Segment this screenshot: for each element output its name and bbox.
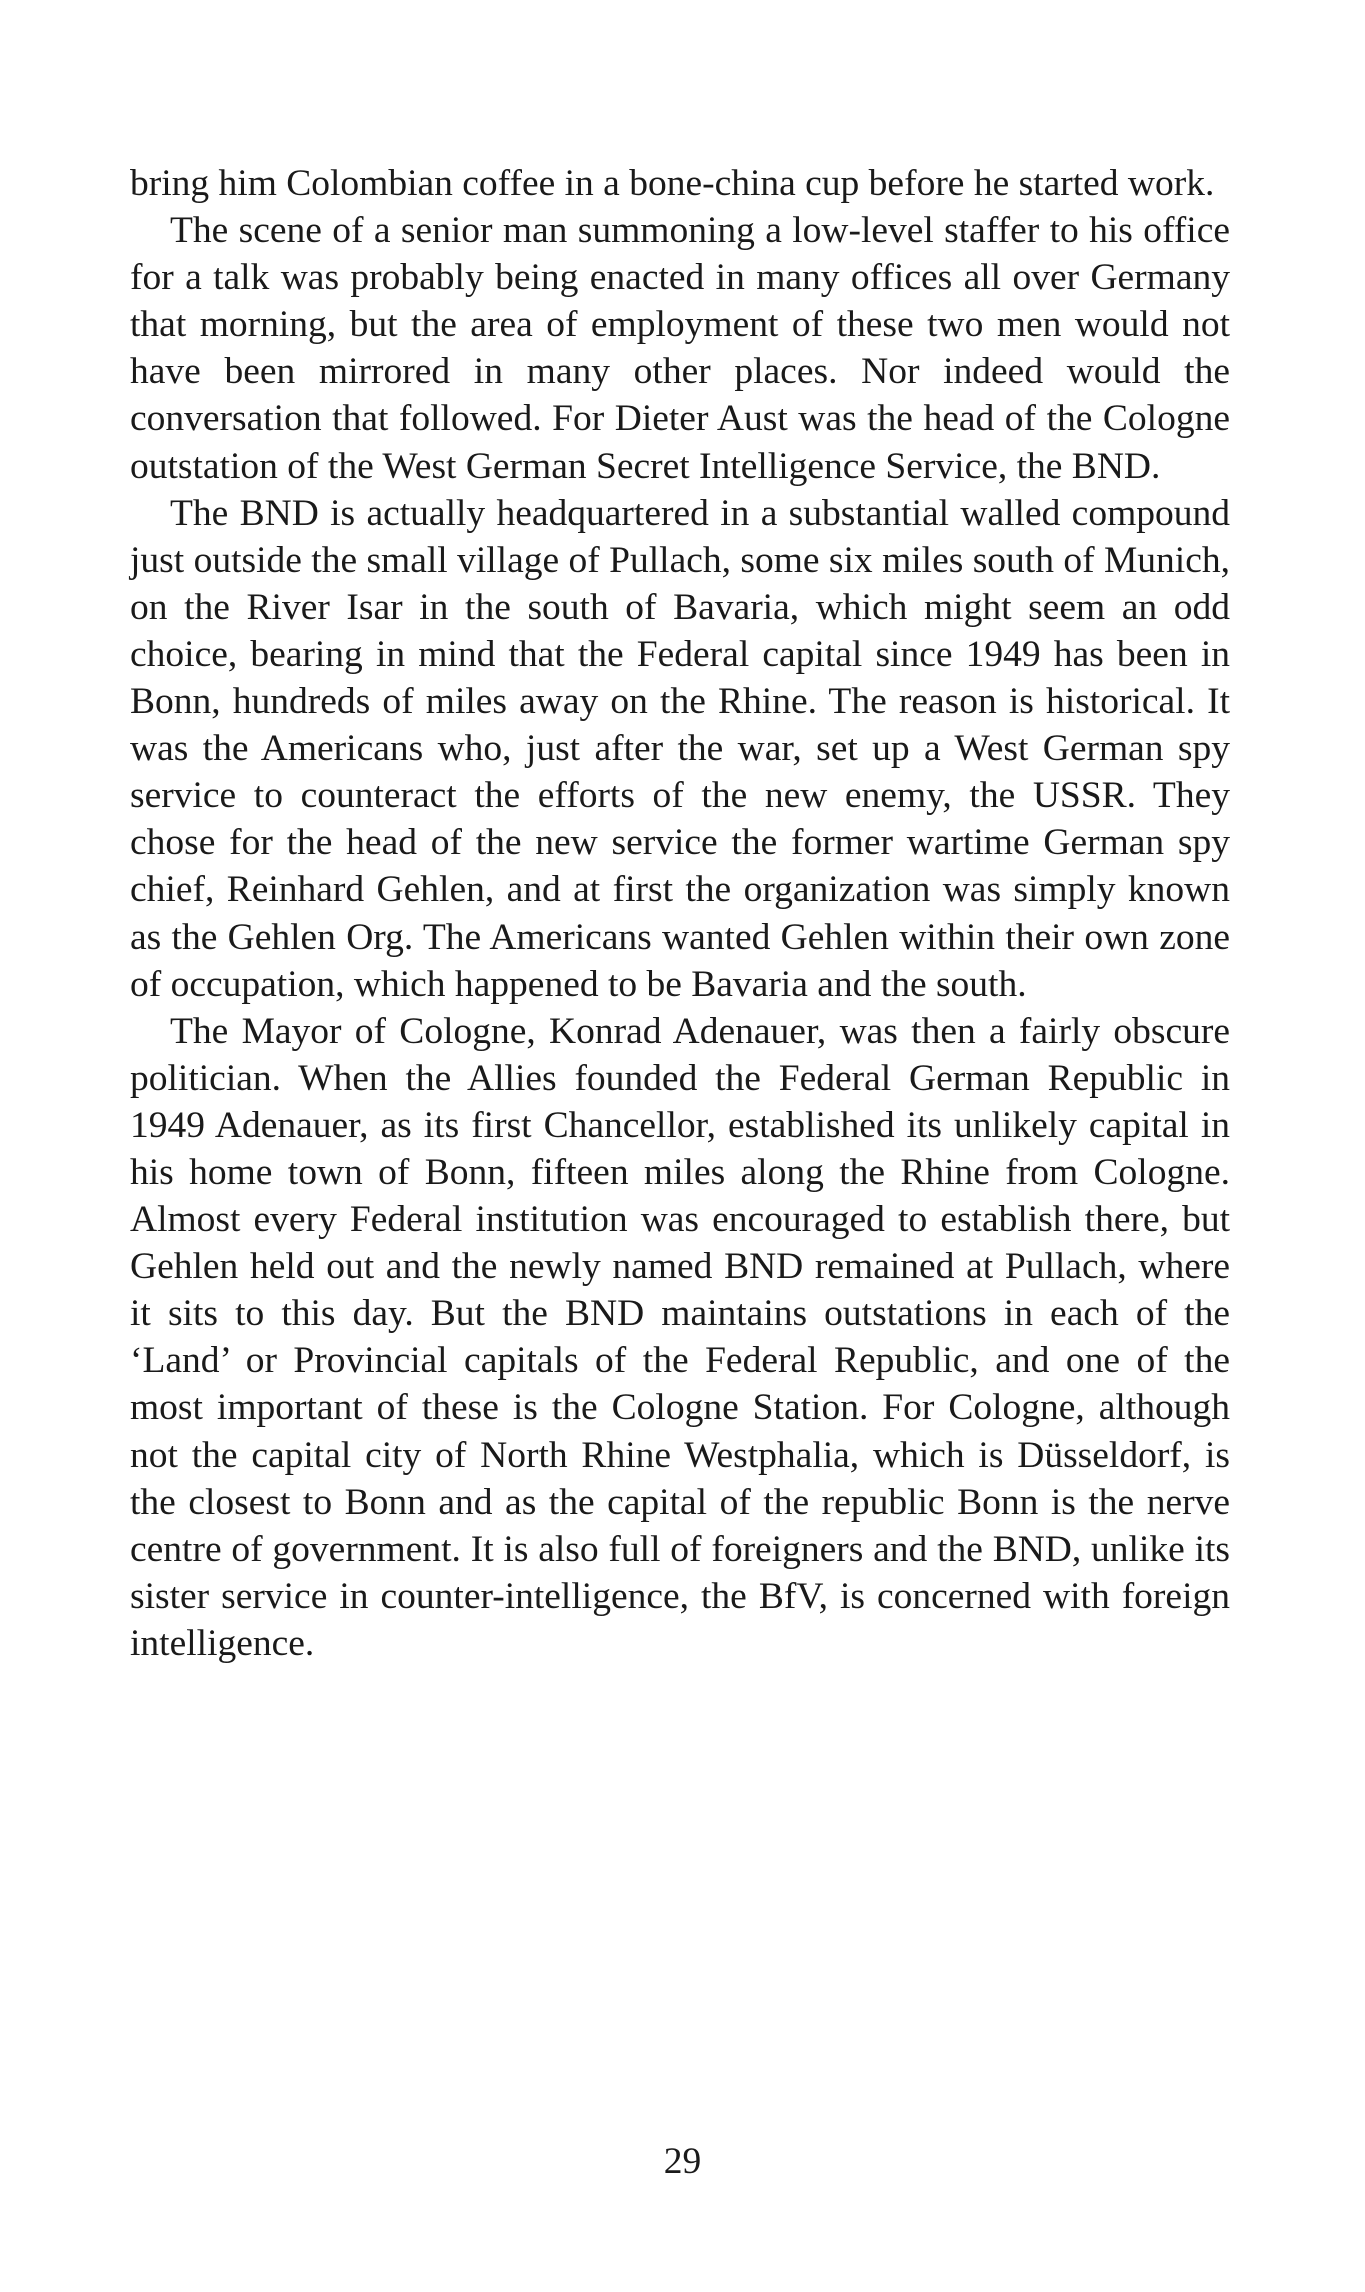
- paragraph-continued: bring him Colombian coffee in a bone-china cup before he started work.: [130, 163, 1215, 204]
- paragraph-aust-bnd: The scene of a senior man summoning a low-level staffer to his office for a talk was probably being enacted in many offices all over Germany that morning, but the area of employment of these two men would not have been mirrored in many other places. Nor indeed would the conversation that followed. For Dieter Aust was the head of the Cologne outstation of the West German Secret Intelligence Service, the BND.: [130, 210, 1230, 487]
- page-number: 29: [663, 2141, 702, 2182]
- body-text: [130, 160, 1230, 1667]
- paragraph-pullach-history: The BND is actually headquartered in a substantial walled compound just outside the small village of Pullach, some six miles south of Munich, on the River Isar in the south of Bavaria, which might seem an odd choice, bearing in mind that the Federal capital since 1949 has been in Bonn, hundreds of miles away on the Rhine. The reason is historical. It was the Americans who, just after the war, set up a West German spy service to counteract the efforts of the new enemy, the USSR. They chose for the head of the new service the former wartime German spy chief, Reinhard Gehlen, and at first the organization was simply known as the Gehlen Org. The Americans wanted Gehlen within their own zone of occupation, which happened to be Bavaria and the south.: [130, 492, 1230, 1005]
- paragraph-adenauer-bonn: The Mayor of Cologne, Konrad Adenauer, was then a fairly obscure politician. When the Allies founded the Federal German Republic in 1949 Adenauer, as its first Chancellor, established its unlikely capital in his home town of Bonn, fifteen miles along the Rhine from Cologne. Almost every Federal institution was encouraged to establish there, but Gehlen held out and the newly named BND remained at Pullach, where it sits to this day. But the BND maintains outstations in each of the ‘Land’ or Provincial capitals of the Federal Republic, and one of the most important of these is the Cologne Station. For Cologne, although not the capital city of North Rhine Westphalia, which is Düsseldorf, is the closest to Bonn and as the capital of the republic Bonn is the nerve centre of government. It is also full of foreigners and the BND, unlike its sister service in counter-intelligence, the BfV, is concerned with foreign intelligence.: [130, 1010, 1230, 1664]
